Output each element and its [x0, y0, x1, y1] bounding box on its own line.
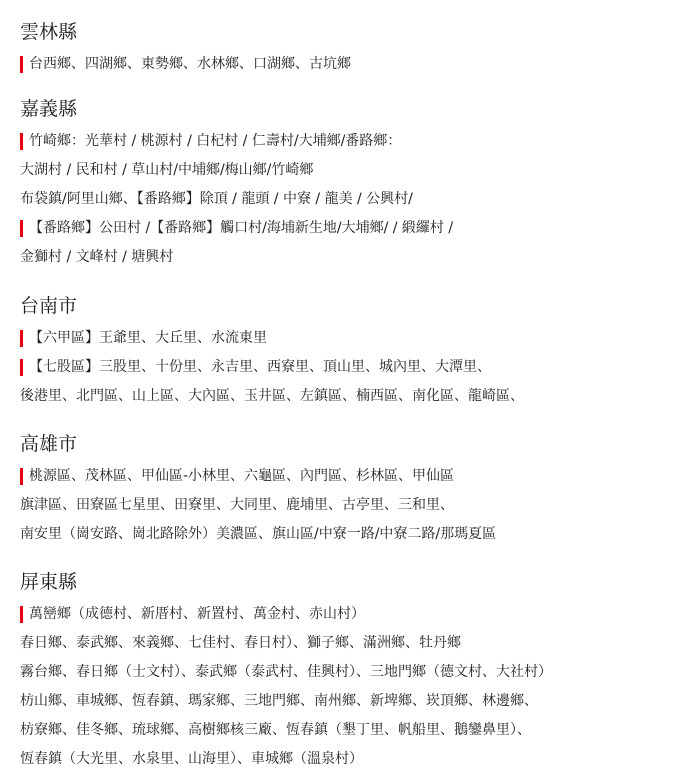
section-heading: 雲林縣: [20, 21, 78, 43]
area-line: 春日鄉、泰武鄉、來義鄉、七佳村、春日村）、獅子鄉、滿洲鄉、牡丹鄉: [20, 635, 461, 651]
area-list: [20, 462, 688, 549]
area-line: 枋寮鄉、佳冬鄉、琉球鄉、高樹鄉核三廠、恆春鎮（墾丁里、帆船里、鵝鑾鼻里）、: [20, 722, 531, 738]
area-list: [20, 600, 688, 774]
area-line: 台西鄉、四湖鄉、東勢鄉、水林鄉、口湖鄉、古坑鄉: [20, 50, 688, 79]
section-tainan: [20, 294, 688, 411]
area-line: 恆春鎮（大光里、水泉里、山海里）、車城鄉（溫泉村）: [20, 751, 363, 767]
area-line: 【番路鄉】公田村 /【番路鄉】觸口村/海埔新生地/大埔鄉/ / 緞纙村 /: [20, 214, 688, 243]
section-heading: 台南市: [20, 295, 78, 317]
area-line: 霧台鄉、春日鄉（士文村）、泰武鄉（泰武村、佳興村）、三地門鄉（德文村、大社村）: [20, 664, 552, 680]
area-line: 竹崎鄉：光華村 / 桃源村 / 白杞村 / 仁壽村/大埔鄉/番路鄉：: [20, 127, 688, 156]
area-line: 金獅村 / 文峰村 / 塘興村: [20, 249, 174, 265]
section-pingtung: [20, 570, 688, 774]
area-line: 枋山鄉、車城鄉、恆春鎮、瑪家鄉、三地門鄉、南州鄉、新埤鄉、崁頂鄉、林邊鄉、: [20, 693, 538, 709]
area-list: [20, 50, 688, 79]
section-chiayi: [20, 97, 688, 272]
section-heading: 屏東縣: [20, 571, 78, 593]
section-yunlin: [20, 20, 688, 79]
area-line: 【七股區】三股里、十份里、永吉里、西寮里、頂山里、城內里、大潭里、: [20, 353, 688, 382]
section-kaohsiung: [20, 432, 688, 549]
area-line: 大湖村 / 民和村 / 草山村/中埔鄉/梅山鄉/竹崎鄉: [20, 162, 314, 178]
area-line: 南安里（崗安路、崗北路除外）美濃區、旗山區/中寮一路/中寮二路/那瑪夏區: [20, 526, 497, 542]
area-line: 桃源區、茂林區、甲仙區-小林里、六龜區、內門區、杉林區、甲仙區: [20, 462, 688, 491]
area-list: [20, 127, 688, 272]
area-line: 【六甲區】王爺里、大丘里、水流東里: [20, 324, 688, 353]
area-line: 後港里、北門區、山上區、大內區、玉井區、左鎮區、楠西區、南化區、龍崎區、: [20, 388, 524, 404]
section-heading: 高雄市: [20, 433, 78, 455]
section-heading: 嘉義縣: [20, 98, 78, 120]
area-line: 旗津區、田寮區七星里、田寮里、大同里、鹿埔里、古亭里、三和里、: [20, 497, 454, 513]
area-list: [20, 324, 688, 411]
area-line: 萬巒鄉（成德村、新厝村、新置村、萬金村、赤山村）: [20, 600, 688, 629]
area-line: 布袋鎮/阿里山鄉、【番路鄉】除頂 / 龍頭 / 中寮 / 龍美 / 公興村/: [20, 191, 413, 207]
